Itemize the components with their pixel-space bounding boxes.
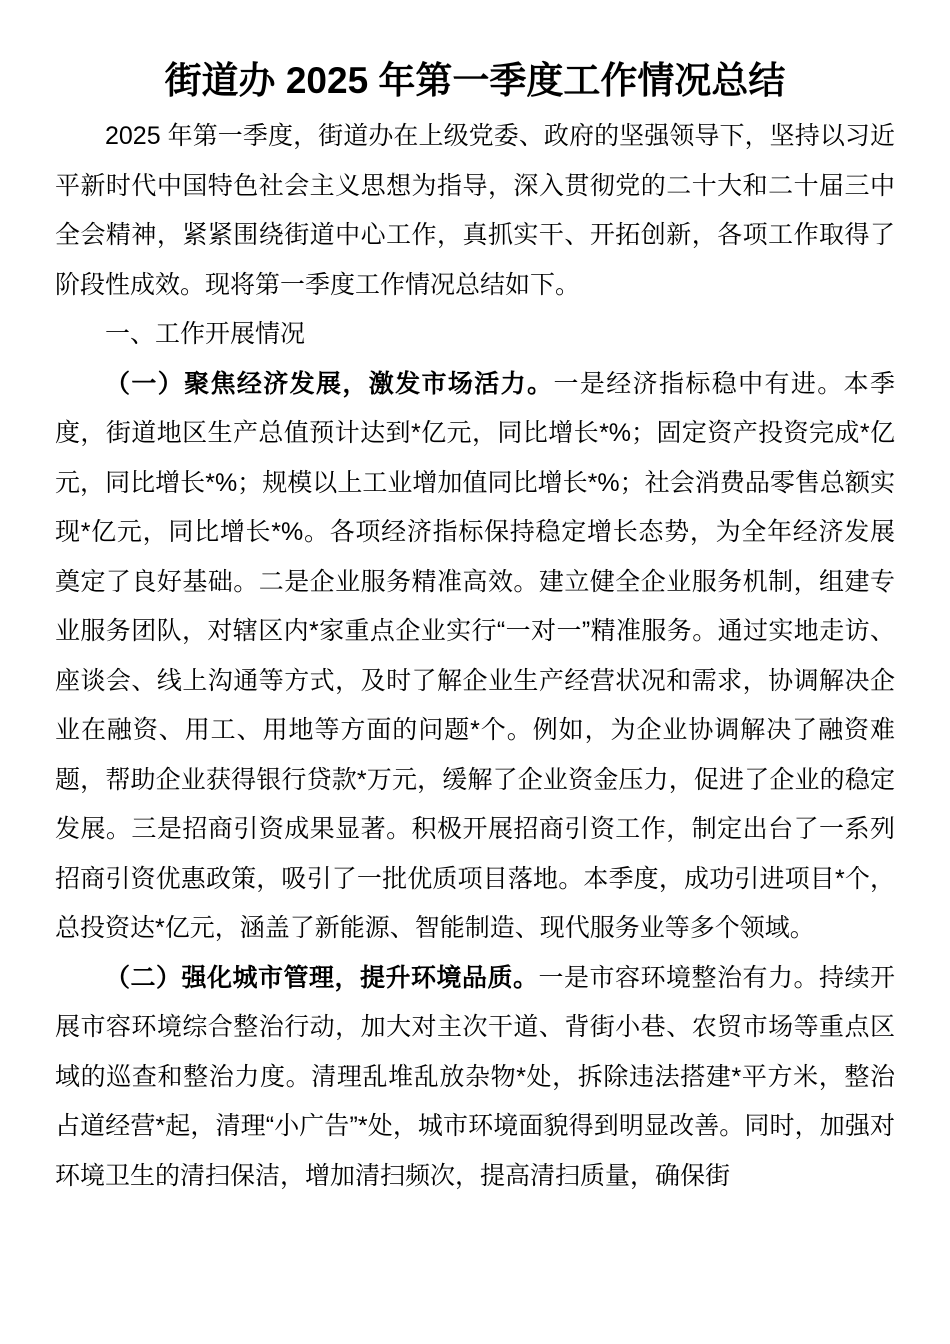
body-text: 2025 年第一季度，街道办在上级党委、政府的坚强领导下，坚持以习近平新时代中国特色社会主义思想为指导，深入贯彻党的二十大和二十届三中全会精神，紧紧围绕街道中心工作，真抓实干、开拓创新，各项工作取得了阶段性成效。现将第一季度工作情况总结如下。 — [55, 122, 895, 299]
document-title: 街道办 2025 年第一季度工作情况总结 — [164, 60, 786, 101]
emphasis-text: （一）聚焦经济发展，激发市场活力。 — [105, 369, 554, 398]
section-heading — [55, 310, 895, 360]
body-text: 一是经济指标稳中有进。本季度，街道地区生产总值预计达到*亿元，同比增长*%；固定资产投资完成*亿元，同比增长*%；规模以上工业增加值同比增长*%；社会消费品零售总额实现*亿元，同比增长*%。各项经济指标保持稳定增长态势，为全年经济发展奠定了良好基础。二是企业服务精准高效。建立健全企业服务机制，组建专业服务团队，对辖区内*家重点企业实行“一对一”精准服务。通过实地走访、座谈会、线上沟通等方式，及时了解企业生产经营状况和需求，协调解决企业在融资、用工、用地等方面的问题*个。例如，为企业协调解决了融资难题，帮助企业获得银行贷款*万元，缓解了企业资金压力，促进了企业的稳定发展。三是招商引资成果显著。积极开展招商引资工作，制定出台了一系列招商引资优惠政策，吸引了一批优质项目落地。本季度，成功引进项目*个，总投资达*亿元，涵盖了新能源、智能制造、现代服务业等多个领域。 — [55, 369, 895, 942]
paragraph — [55, 112, 895, 310]
document-body — [55, 112, 895, 1201]
emphasis-text: （二）强化城市管理，提升环境品质。 — [105, 963, 539, 992]
body-text: 一是市容环境整治有力。持续开展市容环境综合整治行动，加大对主次干道、背街小巷、农贸市场等重点区域的巡查和整治力度。清理乱堆乱放杂物*处，拆除违法搭建*平方米，整治占道经营*起，清理“小广告”*处，城市环境面貌得到明显改善。同时，加强对环境卫生的清扫保洁，增加清扫频次，提高清扫质量，确保街 — [55, 963, 895, 1190]
body-text: 一、工作开展情况 — [105, 320, 306, 348]
paragraph — [55, 360, 895, 954]
paragraph — [55, 954, 895, 1202]
